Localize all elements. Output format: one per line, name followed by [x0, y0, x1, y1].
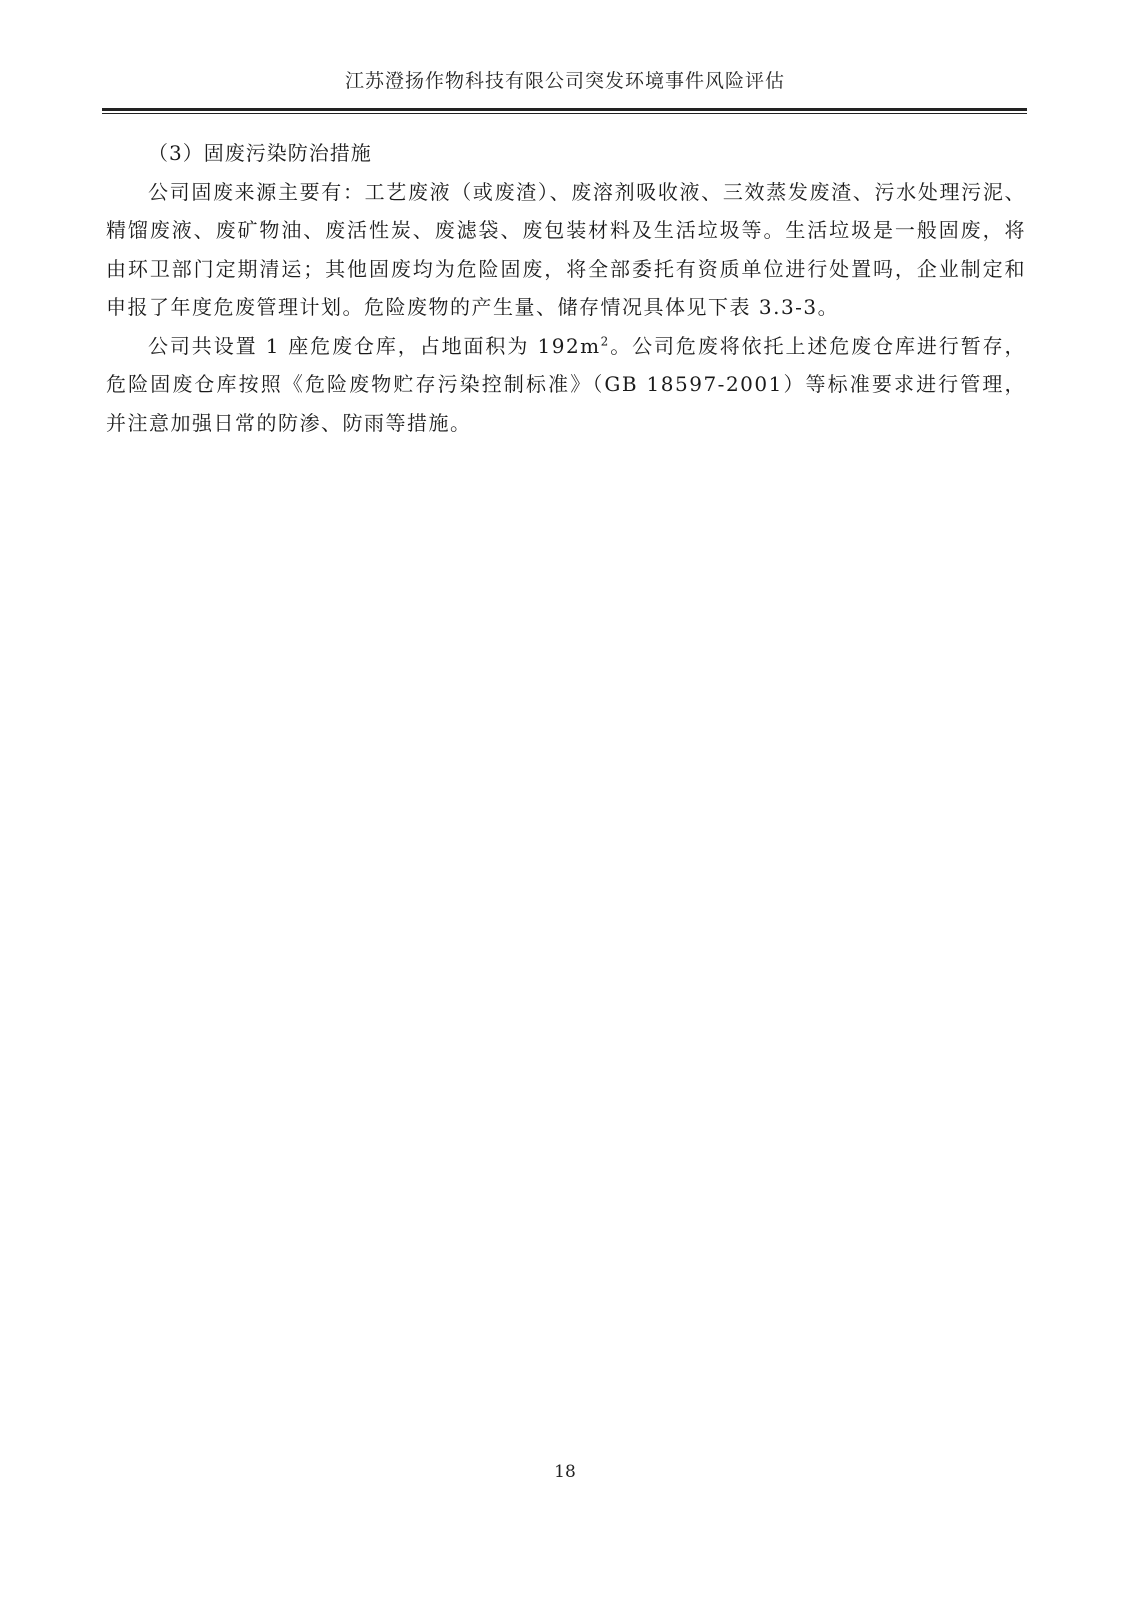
- header-divider-thin: [102, 113, 1027, 114]
- running-header-title: 江苏澄扬作物科技有限公司突发环境事件风险评估: [344, 70, 785, 92]
- paragraph-text-part: 。公司危废将依托上述危废仓库进行暂存，危险固废仓库按照《危险废物贮存污染控制标准》（GB 18597-2001）等标准要求进行管理，并注意加强日常的防渗、防雨等措施。: [106, 333, 1027, 435]
- paragraph-text-part: 公司共设置 1 座危废仓库，占地面积为 192m: [148, 333, 601, 358]
- paragraph-solid-waste-sources: 公司固废来源主要有：工艺废液（或废渣）、废溶剂吸收液、三效蒸发废渣、污水处理污泥、精馏废液、废矿物油、废活性炭、废滤袋、废包装材料及生活垃圾等。生活垃圾是一般固废，将由环卫部门定期清运；其他固废均为危险固废，将全部委托有资质单位进行处置吗，企业制定和申报了年度危废管理计划。危险废物的产生量、储存情况具体见下表 3.3-3。: [106, 179, 1026, 319]
- superscript-exponent: 2: [600, 333, 610, 348]
- header-divider-thick: [102, 108, 1027, 111]
- document-body: [106, 134, 1026, 442]
- section-heading: （3）固废污染防治措施: [148, 141, 372, 165]
- paragraph-hazardous-waste-storage: [106, 327, 1026, 443]
- page-number: 18: [554, 1462, 576, 1482]
